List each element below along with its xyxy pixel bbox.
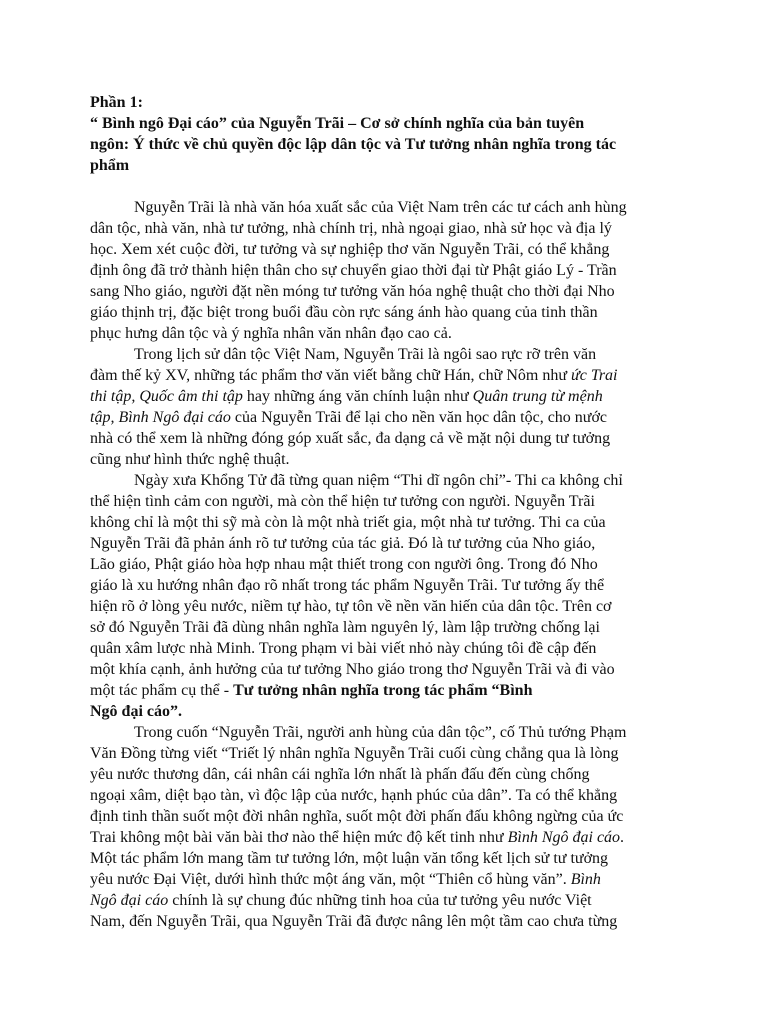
text-line: giáo thịnh trị, đặc biệt trong buổi đầu còn rực sáng ánh hào quang của tinh thần	[90, 304, 598, 321]
text-line: Ngô đại cáo”.	[90, 703, 182, 720]
paragraph-4	[90, 722, 690, 932]
text-line	[90, 386, 690, 407]
text-line: Trong cuốn “Nguyễn Trãi, người anh hùng của dân tộc”, cố Thủ tướng Phạm	[134, 724, 627, 741]
text-line: phục hưng dân tộc và ý nghĩa nhân văn nhân đạo cao cả.	[90, 325, 452, 342]
text-line: giáo là xu hướng nhân đạo rõ nhất trong tác phẩm Nguyễn Trãi. Tư tưởng ấy thể	[90, 577, 605, 594]
text-line: Ngày xưa Khổng Tử đã từng quan niệm “Thi dĩ ngôn chỉ”- Thi ca không chỉ	[134, 472, 623, 489]
text-line: thể hiện tình cảm con người, mà còn thể hiện tư tưởng con người. Nguyễn Trãi	[90, 493, 595, 510]
text-run: của Nguyễn Trãi để lại cho nền văn học dân tộc, cho nước	[230, 409, 608, 426]
work-title: tập, Bình Ngô đại cáo	[90, 409, 231, 426]
text-run: Trai không một bài văn bài thơ nào thể hiện mức độ kết tinh như	[90, 829, 508, 846]
text-line: một khía cạnh, ảnh hưởng của tư tưởng Nho giáo trong thơ Nguyễn Trãi và đi vào	[90, 661, 615, 678]
title-line: phẩm	[90, 157, 130, 174]
title-line: “ Bình ngô Đại cáo” của Nguyễn Trãi – Cơ sở chính nghĩa của bản tuyên	[90, 115, 585, 132]
text-line	[90, 407, 690, 428]
text-line: Nguyễn Trãi là nhà văn hóa xuất sắc của Việt Nam trên các tư cách anh hùng	[134, 199, 627, 216]
text-run: một tác phẩm cụ thể -	[90, 682, 234, 699]
text-line	[90, 890, 690, 911]
work-title: Ngô đại cáo	[90, 892, 169, 909]
text-run: hay những áng văn chính luận như	[242, 388, 473, 405]
text-line: yêu nước thương dân, cái nhân cái nghĩa lớn nhất là phấn đấu đến cùng chống	[90, 766, 590, 783]
text-run: đàm thế kỷ XV, những tác phẩm thơ văn viết bằng chữ Hán, chữ Nôm như	[90, 367, 571, 384]
text-line: Nam, đến Nguyễn Trãi, qua Nguyễn Trãi đã được nâng lên một tầm cao chưa từng	[90, 913, 618, 930]
section-label: Phần 1:	[90, 94, 143, 111]
work-title: Bình	[570, 871, 601, 888]
text-line	[90, 869, 690, 890]
text-line: không chỉ là một thi sỹ mà còn là một nhà triết gia, một nhà tư tưởng. Thi ca của	[90, 514, 606, 531]
text-line	[90, 365, 690, 386]
work-title: thi tập, Quốc âm thi tập	[90, 388, 243, 405]
text-line: nhà có thể xem là những đóng góp xuất sắc, đa dạng cả về mặt nội dung tư tưởng	[90, 430, 611, 447]
text-line: ngoại xâm, diệt bạo tàn, vì độc lập của nước, hạnh phúc của dân”. Ta có thể khẳng	[90, 787, 618, 804]
text-line: sang Nho giáo, người đặt nền móng tư tưởng văn hóa nghệ thuật cho thời đại Nho	[90, 283, 615, 300]
text-line: Một tác phẩm lớn mang tầm tư tưởng lớn, một luận văn tổng kết lịch sử tư tưởng	[90, 850, 609, 867]
text-line: quân xâm lược nhà Minh. Trong phạm vi bài viết nhỏ này chúng tôi đề cập đến	[90, 640, 597, 657]
document-body	[90, 92, 690, 932]
text-line: Lão giáo, Phật giáo hòa hợp nhau mật thiết trong con người ông. Trong đó Nho	[90, 556, 598, 573]
work-title: Bình Ngô đại cáo	[507, 829, 621, 846]
bold-phrase: Tư tưởng nhân nghĩa trong tác phẩm “Bình	[233, 682, 533, 699]
text-line: định ông đã trở thành hiện thân cho sự chuyển giao thời đại từ Phật giáo Lý - Trần	[90, 262, 617, 279]
text-line	[90, 827, 690, 848]
text-line: Trong lịch sử dân tộc Việt Nam, Nguyễn Trãi là ngôi sao rực rỡ trên văn	[134, 346, 597, 363]
text-run: chính là sự chung đúc những tinh hoa của tư tưởng yêu nước Việt	[168, 892, 592, 909]
text-line: dân tộc, nhà văn, nhà tư tưởng, nhà chính trị, nhà ngoại giao, nhà sử học và địa lý	[90, 220, 612, 237]
paragraph-3	[90, 470, 690, 722]
document-title	[90, 113, 690, 176]
paragraph-1	[90, 197, 690, 344]
title-line: ngôn: Ý thức về chủ quyền độc lập dân tộc và Tư tưởng nhân nghĩa trong tác	[90, 136, 617, 153]
paragraph-2	[90, 344, 690, 470]
work-title: Quân trung từ mệnh	[472, 388, 603, 405]
text-line: học. Xem xét cuộc đời, tư tưởng và sự nghiệp thơ văn Nguyễn Trãi, có thể khẳng	[90, 241, 610, 258]
text-run: yêu nước Đại Việt, dưới hình thức một áng văn, một “Thiên cổ hùng văn”.	[90, 871, 571, 888]
text-line: cũng như hình thức nghệ thuật.	[90, 451, 290, 468]
text-line: hiện rõ ở lòng yêu nước, niềm tự hào, tự tôn về nền văn hiến của dân tộc. Trên cơ	[90, 598, 612, 615]
text-line	[90, 680, 690, 701]
text-line: Nguyễn Trãi đã phản ánh rõ tư tưởng của tác giả. Đó là tư tưởng của Nho giáo,	[90, 535, 596, 552]
text-line: sở đó Nguyễn Trãi đã dùng nhân nghĩa làm nguyên lý, làm lập trường chống lại	[90, 619, 600, 636]
text-run: .	[620, 829, 625, 846]
text-line: định tinh thần suốt một đời nhân nghĩa, suốt một đời phấn đấu không ngừng của ức	[90, 808, 624, 825]
text-line: Văn Đồng từng viết “Triết lý nhân nghĩa Nguyễn Trãi cuối cùng chẳng qua là lòng	[90, 745, 619, 762]
work-title: ức Trai	[570, 367, 618, 384]
